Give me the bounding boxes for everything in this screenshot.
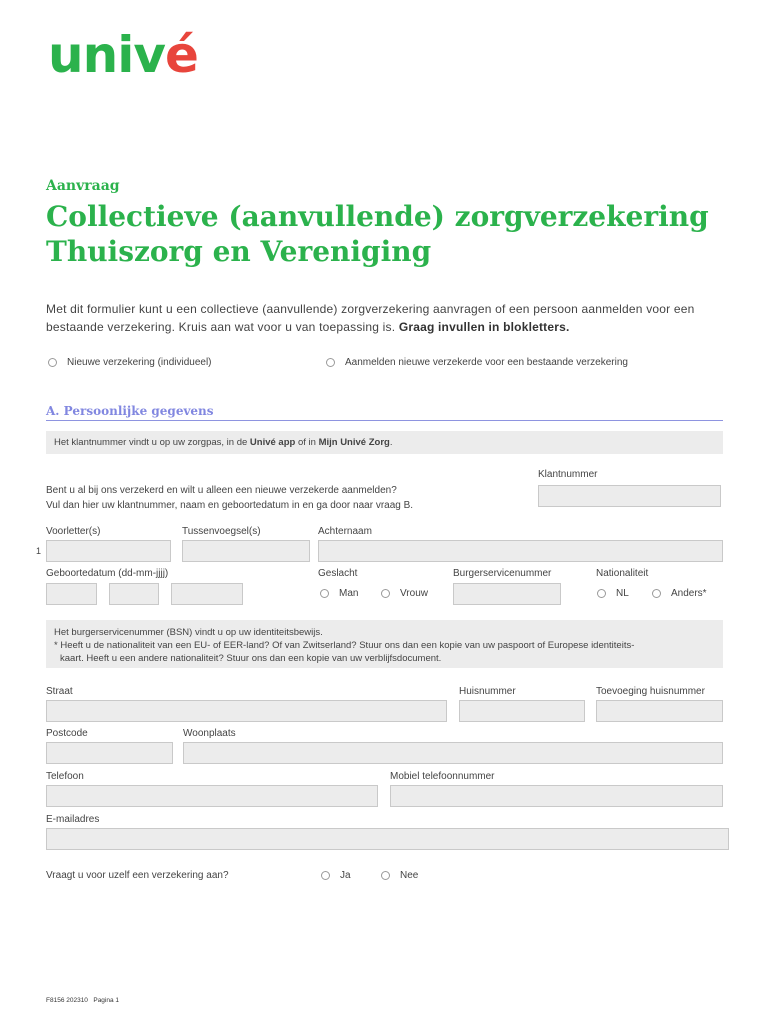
radio-nee[interactable] [381,871,390,880]
toevoeging-label: Toevoeging huisnummer [596,686,705,697]
self-insurance-question: Vraagt u voor uzelf een verzekering aan? [46,870,229,881]
geboortedatum-label: Geboortedatum (dd-mm-jjjj) [46,568,169,579]
option-new-insurance[interactable]: Nieuwe verzekering (individueel) [48,357,212,368]
radio-nl[interactable] [597,589,606,598]
title-line-2: Thuiszorg en Vereniging [46,235,432,268]
radio-new-insurance[interactable] [48,358,57,367]
section-a-title: A. Persoonlijke gegevens [46,404,723,421]
klantnummer-label: Klantnummer [538,469,598,480]
woonplaats-label: Woonplaats [183,728,236,739]
form-kicker: Aanvraag [46,178,120,194]
page-number: Pagina 1 [93,997,120,1004]
huisnummer-field[interactable] [459,700,585,722]
postcode-label: Postcode [46,728,88,739]
form-code: F8156 202310 [46,997,88,1004]
birth-day-field[interactable] [46,583,97,605]
birth-year-field[interactable] [171,583,243,605]
intro-text: Met dit formulier kunt u een collectieve (aanvullende) zorgverzekering aanvragen of een persoon aanmelden voor een bestaande verzekering. Kruis aan wat voor u van toepassing is. Graag invullen in blokletters. [46,302,695,334]
mobiel-field[interactable] [390,785,723,807]
nationaliteit-label: Nationaliteit [596,568,649,579]
option-nl[interactable]: NL [597,588,629,599]
geslacht-label: Geslacht [318,568,358,579]
email-label: E-mailadres [46,814,100,825]
option-vrouw[interactable]: Vrouw [381,588,428,599]
birth-month-field[interactable] [109,583,159,605]
klantnummer-field[interactable] [538,485,721,507]
row-number: 1 [36,546,42,556]
option-anders[interactable]: Anders* [652,588,707,599]
achternaam-field[interactable] [318,540,723,562]
option-man[interactable]: Man [320,588,358,599]
voorletters-field[interactable] [46,540,171,562]
radio-add-insured[interactable] [326,358,335,367]
existing-customer-text: Bent u al bij ons verzekerd en wilt u alleen een nieuwe verzekerde aanmelden? Vul dan hier uw klantnummer, naam en geboortedatum in en ga door naar vraag B. [46,485,414,511]
achternaam-label: Achternaam [318,526,372,537]
bsn-field[interactable] [453,583,561,605]
bsn-label: Burgerservicenummer [453,568,552,579]
option-ja[interactable]: Ja [321,870,351,881]
page-title [46,199,746,269]
straat-label: Straat [46,686,73,697]
option-nee[interactable]: Nee [381,870,418,881]
straat-field[interactable] [46,700,447,722]
radio-anders[interactable] [652,589,661,598]
footer [46,997,119,1004]
radio-vrouw[interactable] [381,589,390,598]
title-line-1: Collectieve (aanvullende) zorgverzekering [46,200,709,233]
telefoon-field[interactable] [46,785,378,807]
mobiel-label: Mobiel telefoonnummer [390,771,495,782]
customer-number-info: Het klantnummer vindt u op uw zorgpas, in de Univé app of in Mijn Univé Zorg. [46,431,723,454]
tussenvoegsel-label: Tussenvoegsel(s) [182,526,261,537]
radio-man[interactable] [320,589,329,598]
huisnummer-label: Huisnummer [459,686,516,697]
option-add-insured[interactable]: Aanmelden nieuwe verzekerde voor een bestaande verzekering [326,357,628,368]
bsn-info-box: Het burgerservicenummer (BSN) vindt u op uw identiteitsbewijs. * Heeft u de nationaliteit van een EU- of EER-land? Of van Zwitserland? Stuur ons dan een kopie van uw paspoort of Europese identiteits- kaart. Heeft u een andere nationaliteit? Stuur ons dan een kopie van uw verblijfsdocument. [46,620,723,668]
woonplaats-field[interactable] [183,742,723,764]
toevoeging-field[interactable] [596,700,723,722]
telefoon-label: Telefoon [46,771,84,782]
unive-logo: univé [48,26,198,84]
email-field[interactable] [46,828,729,850]
tussenvoegsel-field[interactable] [182,540,310,562]
voorletters-label: Voorletter(s) [46,526,101,537]
radio-ja[interactable] [321,871,330,880]
postcode-field[interactable] [46,742,173,764]
